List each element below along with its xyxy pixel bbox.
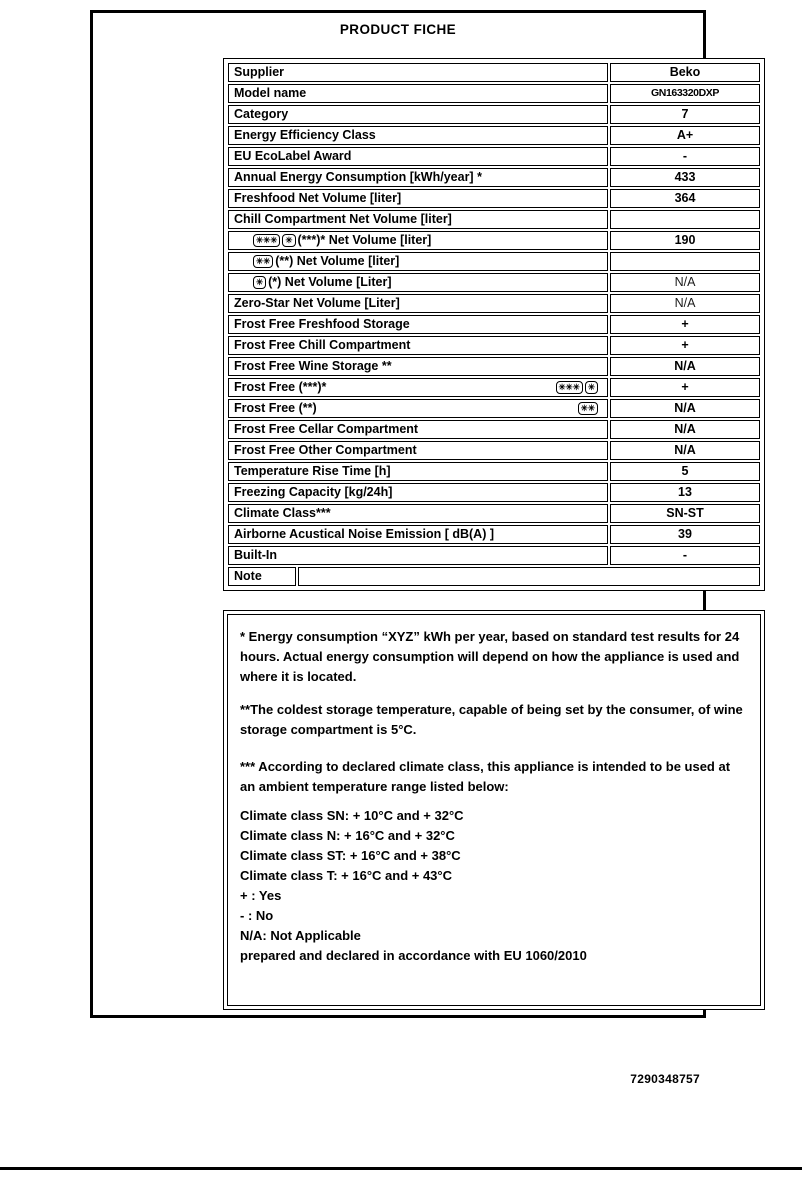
spec-value: - xyxy=(610,147,760,166)
freezer-star-icon: ✳✳✳ ✳ xyxy=(556,379,601,396)
table-row xyxy=(228,441,760,460)
note-label: Note xyxy=(228,567,296,586)
spec-label: Frost Free Other Compartment xyxy=(228,441,608,460)
spec-value: - xyxy=(610,546,760,565)
freezer-star-icon: ✳✳ xyxy=(578,400,600,417)
spec-label: Energy Efficiency Class xyxy=(228,126,608,145)
table-row xyxy=(228,546,760,565)
spec-table xyxy=(226,61,762,588)
table-row xyxy=(228,420,760,439)
spec-value: N/A xyxy=(610,441,760,460)
table-row xyxy=(228,189,760,208)
notes-text xyxy=(227,614,761,1006)
spec-value: N/A xyxy=(610,357,760,376)
product-fiche-page xyxy=(90,10,743,1018)
spec-value: N/A xyxy=(610,399,760,418)
table-row xyxy=(228,315,760,334)
spec-value: + xyxy=(610,336,760,355)
table-row xyxy=(228,168,760,187)
spec-value: N/A xyxy=(610,420,760,439)
note-row xyxy=(228,567,760,586)
spec-label: Freshfood Net Volume [liter] xyxy=(228,189,608,208)
spec-label: ✳✳ (**) Net Volume [liter] xyxy=(228,252,608,271)
spec-value xyxy=(610,210,760,229)
spec-label: Temperature Rise Time [h] xyxy=(228,462,608,481)
note-paragraph: prepared and declared in accordance with EU 1060/2010 xyxy=(240,948,587,963)
note-paragraph: Climate class ST: + 16°C and + 38°C xyxy=(240,848,461,863)
table-row xyxy=(228,378,760,397)
table-row xyxy=(228,294,760,313)
spec-label: Airborne Acustical Noise Emission [ dB(A) ] xyxy=(228,525,608,544)
table-row xyxy=(228,252,760,271)
spec-value: N/A xyxy=(610,294,760,313)
spec-value: 13 xyxy=(610,483,760,502)
spec-value: 7 xyxy=(610,105,760,124)
spec-label: Frost Free Cellar Compartment xyxy=(228,420,608,439)
table-row xyxy=(228,126,760,145)
spec-label: EU EcoLabel Award xyxy=(228,147,608,166)
table-row xyxy=(228,84,760,103)
note-paragraph: N/A: Not Applicable xyxy=(240,928,361,943)
table-row xyxy=(228,336,760,355)
table-row xyxy=(228,210,760,229)
spec-label: Climate Class*** xyxy=(228,504,608,523)
spec-table-container xyxy=(223,58,765,591)
spec-value: 190 xyxy=(610,231,760,250)
notes-box xyxy=(223,610,765,1010)
note-paragraph: Climate class N: + 16°C and + 32°C xyxy=(240,828,455,843)
spec-value: N/A xyxy=(610,273,760,292)
table-row xyxy=(228,273,760,292)
table-row xyxy=(228,105,760,124)
note-value-empty xyxy=(298,567,760,586)
table-row xyxy=(228,504,760,523)
spec-label: Freezing Capacity [kg/24h] xyxy=(228,483,608,502)
spec-label: Frost Free (***)* ✳✳✳ ✳ xyxy=(228,378,608,397)
note-paragraph: *** According to declared climate class, this appliance is intended to be used at an ambient temperature range listed below: xyxy=(240,759,731,794)
spec-label: Chill Compartment Net Volume [liter] xyxy=(228,210,608,229)
spec-label: Zero-Star Net Volume [Liter] xyxy=(228,294,608,313)
spec-value xyxy=(610,252,760,271)
table-row xyxy=(228,399,760,418)
freezer-star-icon: ✳✳✳ ✳ xyxy=(253,233,298,247)
table-row xyxy=(228,462,760,481)
spec-value: + xyxy=(610,378,760,397)
spec-value: GN163320DXP xyxy=(610,84,760,103)
spec-label: ✳✳✳ ✳ (***)* Net Volume [liter] xyxy=(228,231,608,250)
table-row xyxy=(228,231,760,250)
spec-value: + xyxy=(610,315,760,334)
spec-label: Frost Free Freshfood Storage xyxy=(228,315,608,334)
spec-value: Beko xyxy=(610,63,760,82)
table-row xyxy=(228,525,760,544)
freezer-star-icon: ✳ xyxy=(253,275,268,289)
spec-label: Category xyxy=(228,105,608,124)
note-paragraph: **The coldest storage temperature, capable of being set by the consumer, of wine storage compartment is 5°C. xyxy=(240,702,743,737)
page-title: PRODUCT FICHE xyxy=(339,22,457,37)
note-paragraph: Climate class SN: + 10°C and + 32°C xyxy=(240,808,464,823)
freezer-star-icon: ✳✳ xyxy=(253,254,275,268)
spec-label: Frost Free (**) ✳✳ xyxy=(228,399,608,418)
spec-value: 433 xyxy=(610,168,760,187)
spec-label: Supplier xyxy=(228,63,608,82)
document-code: 7290348757 xyxy=(630,1072,700,1086)
note-paragraph: - : No xyxy=(240,908,274,923)
bottom-rule xyxy=(0,1167,802,1170)
spec-value: SN-ST xyxy=(610,504,760,523)
note-paragraph: + : Yes xyxy=(240,888,282,903)
note-paragraph: * Energy consumption “XYZ” kWh per year, based on standard test results for 24 hours. Actual energy consumption will depend on how the appliance is used and where it is located. xyxy=(240,629,740,684)
spec-value: 364 xyxy=(610,189,760,208)
table-row xyxy=(228,483,760,502)
note-paragraph: Climate class T: + 16°C and + 43°C xyxy=(240,868,452,883)
spec-label: Frost Free Chill Compartment xyxy=(228,336,608,355)
spec-label: Annual Energy Consumption [kWh/year] * xyxy=(228,168,608,187)
spec-label: Model name xyxy=(228,84,608,103)
spec-label: Built-In xyxy=(228,546,608,565)
spec-value: A+ xyxy=(610,126,760,145)
table-row xyxy=(228,63,760,82)
spec-value: 5 xyxy=(610,462,760,481)
spec-value: 39 xyxy=(610,525,760,544)
table-row xyxy=(228,147,760,166)
table-row xyxy=(228,357,760,376)
spec-label: Frost Free Wine Storage ** xyxy=(228,357,608,376)
spec-label: ✳ (*) Net Volume [Liter] xyxy=(228,273,608,292)
